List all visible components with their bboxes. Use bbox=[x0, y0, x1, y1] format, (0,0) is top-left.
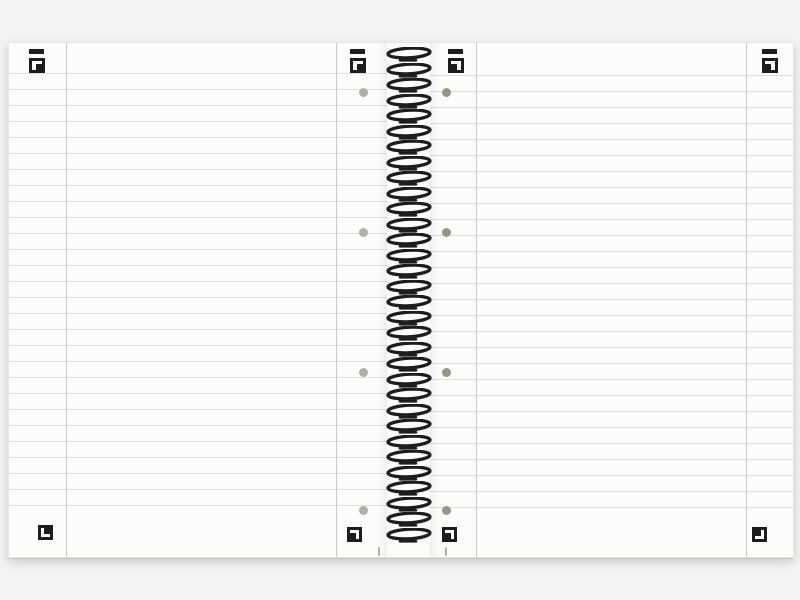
binding-slot-left-icon bbox=[378, 547, 380, 556]
spiral-coil bbox=[384, 47, 434, 63]
binding-slot-right-icon bbox=[445, 547, 447, 556]
spiral-coil bbox=[384, 497, 434, 513]
ruled-lines-right bbox=[430, 75, 793, 509]
punch-hole-left-row1 bbox=[359, 88, 368, 97]
spiral-coil bbox=[384, 78, 434, 94]
spiral-coil bbox=[384, 311, 434, 327]
spiral-coil bbox=[384, 171, 434, 187]
punch-hole-left-row4 bbox=[359, 506, 368, 515]
punch-hole-right-row3 bbox=[442, 368, 451, 377]
spiral-coil bbox=[384, 373, 434, 389]
spiral-coil bbox=[384, 156, 434, 172]
spiral-coil bbox=[384, 528, 434, 544]
spiral-coil bbox=[384, 218, 434, 234]
margin-line-right-outer bbox=[746, 43, 747, 557]
spiral-coil bbox=[384, 326, 434, 342]
spiral-coil bbox=[384, 140, 434, 156]
spiral-coil bbox=[384, 280, 434, 296]
spiral-coil bbox=[384, 125, 434, 141]
spiral-coil bbox=[384, 109, 434, 125]
spiral-coil bbox=[384, 435, 434, 451]
spiral-coil bbox=[384, 357, 434, 373]
spiral-coil bbox=[384, 419, 434, 435]
punch-hole-right-row4 bbox=[442, 506, 451, 515]
spiral-coil bbox=[384, 264, 434, 280]
spiral-coil bbox=[384, 388, 434, 404]
punch-hole-right-row1 bbox=[442, 88, 451, 97]
left-page bbox=[9, 43, 387, 557]
spiral-coil bbox=[384, 202, 434, 218]
spiral-coil bbox=[384, 466, 434, 482]
spiral-coil bbox=[384, 249, 434, 265]
spiral-coil bbox=[384, 295, 434, 311]
notebook bbox=[8, 42, 794, 558]
punch-hole-left-row3 bbox=[359, 368, 368, 377]
margin-line-left-inner bbox=[336, 43, 337, 557]
spiral-coil bbox=[384, 94, 434, 110]
spiral-coil bbox=[384, 342, 434, 358]
spiral-coil bbox=[384, 512, 434, 528]
spiral-coil bbox=[384, 481, 434, 497]
spiral-binding bbox=[384, 47, 434, 587]
punch-hole-right-row2 bbox=[442, 228, 451, 237]
spiral-coil bbox=[384, 63, 434, 79]
spiral-coil bbox=[384, 187, 434, 203]
margin-line-left-outer bbox=[66, 43, 67, 557]
punch-hole-left-row2 bbox=[359, 228, 368, 237]
spiral-coil bbox=[384, 233, 434, 249]
margin-line-right-inner bbox=[476, 43, 477, 557]
right-page bbox=[430, 43, 793, 557]
spiral-coil bbox=[384, 404, 434, 420]
spiral-coil bbox=[384, 450, 434, 466]
